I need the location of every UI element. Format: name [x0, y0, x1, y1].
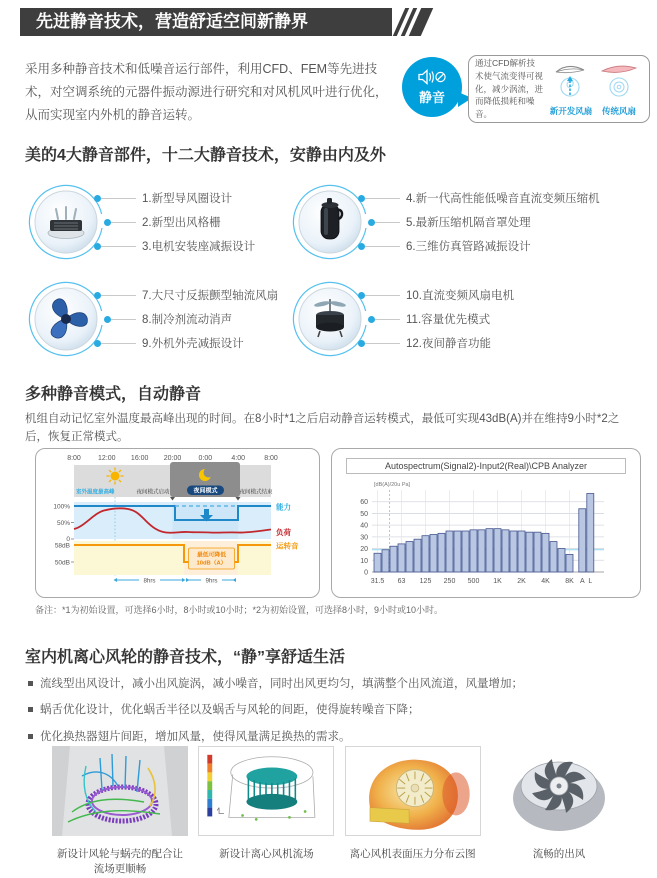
- component-item-label: 9.外机外壳减振设计: [142, 338, 244, 350]
- duration-9hrs: 9hrs: [205, 577, 218, 585]
- svg-text:500: 500: [467, 578, 480, 585]
- svg-text:250: 250: [443, 578, 456, 585]
- autospectrum-title: Autospectrum(Signal2)-Input2(Real)\CPB Analyzer: [346, 458, 626, 474]
- component-item-label: 8.制冷剂流动消声: [142, 314, 233, 326]
- connector-dot-icon: [358, 195, 365, 202]
- figure-fan-flow: [198, 746, 334, 876]
- svg-text:L: L: [588, 578, 593, 585]
- spectrum-bar: [534, 532, 541, 572]
- svg-text:A: A: [579, 578, 585, 585]
- connector-line: [111, 222, 136, 223]
- connector-dot-icon: [358, 243, 365, 250]
- svg-text:16:00: 16:00: [130, 455, 149, 462]
- autospectrum-svg: [332, 476, 640, 592]
- load-series-label: 负荷: [276, 528, 291, 537]
- bullet-marker: [28, 707, 33, 712]
- svg-text:50: 50: [360, 510, 368, 518]
- streamlines-simulation-image: [52, 746, 188, 836]
- intro-paragraph: 采用多种静音技术和低噪音运行部件，利用CFD、FEM等先进技术，对空调系统的元器件振动源进行研究和对风机风叶进行优化，从而实现室内外机的静音运转。: [25, 62, 388, 123]
- night-start-label: 夜间模式启动: [136, 489, 170, 496]
- old-fan-figure: [595, 62, 643, 117]
- svg-text:10: 10: [360, 557, 368, 565]
- svg-text:4K: 4K: [541, 578, 550, 585]
- spectrum-bar: [587, 494, 594, 572]
- night-end-label: 夜间模式结束: [239, 489, 273, 496]
- svg-text:2K: 2K: [517, 578, 526, 585]
- connector-line: [101, 246, 136, 247]
- connector-line: [365, 246, 400, 247]
- spectrum-bar: [390, 546, 397, 572]
- bullet-text: 优化换热器翅片间距，增加风量，使得风量满足换热的需求。: [40, 730, 351, 743]
- old-fan-label: 传统风扇: [601, 105, 636, 116]
- modes-paragraph: 机组自动记忆室外温度最高峰出现的时间。在8小时*1之后启动静音运转模式，最低可实现43dB(A)并在维持9小时*2之后，恢复正常模式。: [25, 413, 620, 444]
- indoor-section-title: 室内机离心风轮的静音技术，“静”享舒适生活: [25, 649, 346, 666]
- modes-section-title: 多种静音模式，自动静音: [25, 386, 202, 403]
- timeline-chart-svg: [36, 449, 319, 597]
- figure-row: [52, 746, 627, 876]
- figure-caption: 新设计风轮与蜗壳的配合让流场更顺畅: [57, 848, 183, 875]
- list-item: [28, 702, 638, 719]
- connector-line: [365, 295, 400, 296]
- component-item-label: 1.新型导风圈设计: [142, 193, 233, 205]
- connector-line: [101, 343, 136, 344]
- bullet-marker: [28, 681, 33, 686]
- connector-dot-icon: [94, 340, 101, 347]
- new-fan-swirl-icon: [548, 62, 594, 100]
- figure-fan-render: [491, 746, 627, 876]
- bullet-marker: [28, 734, 33, 739]
- list-item: [94, 186, 255, 210]
- figure-caption: 新设计离心风机流场: [219, 848, 314, 860]
- page-title: 先进静音技术，营造舒适空间新静界: [20, 8, 392, 36]
- list-item: [94, 331, 278, 355]
- spectrum-bar: [566, 554, 573, 572]
- connector-dot-icon: [94, 195, 101, 202]
- connector-dot-icon: [94, 243, 101, 250]
- svg-text:58dB: 58dB: [54, 542, 70, 550]
- night-mode-pill-label: 夜间模式: [193, 488, 218, 495]
- component-group-2: [292, 184, 612, 266]
- svg-text:50%: 50%: [56, 520, 70, 527]
- connector-dot-icon: [358, 292, 365, 299]
- list-item: [28, 676, 638, 693]
- connector-line: [375, 319, 400, 320]
- svg-text:31.5: 31.5: [370, 578, 385, 585]
- spectrum-bar: [486, 529, 493, 572]
- spectrum-bar: [494, 529, 501, 572]
- quiet-badge: [402, 57, 462, 117]
- svg-text:60: 60: [360, 499, 368, 507]
- spectrum-bar: [374, 553, 381, 572]
- component-item-label: 12.夜间静音功能: [406, 338, 491, 350]
- list-item: [94, 234, 255, 258]
- svg-text:0: 0: [66, 536, 70, 543]
- new-fan-figure: [547, 62, 595, 117]
- autospectrum-chart: [331, 448, 641, 598]
- connector-dot-icon: [94, 292, 101, 299]
- connector-line: [101, 198, 136, 199]
- spectrum-bar: [406, 542, 413, 572]
- list-item: [358, 331, 514, 355]
- spectrum-bar: [550, 542, 557, 572]
- connector-dot-icon: [104, 316, 111, 323]
- capacity-series-label: 能力: [276, 502, 291, 512]
- connector-line: [375, 222, 400, 223]
- list-item: [28, 729, 638, 746]
- cfd-callout: [468, 55, 650, 123]
- svg-text:0: 0: [364, 569, 368, 577]
- svg-text:12:00: 12:00: [98, 455, 116, 462]
- spectrum-bar: [454, 531, 461, 572]
- cfd-callout-text: 通过CFD解析技术使气流变得可视化，减少涡流，进而降低损耗和噪音。: [475, 58, 544, 120]
- figure-caption: 离心风机表面压力分布云图: [349, 848, 476, 860]
- peak-label: 室外温度最高峰: [76, 489, 115, 496]
- footnote: 备注：*1为初始设置，可选择6小时，8小时或10小时；*2为初始设置，可选择8小时，9小时或10小时。: [35, 605, 444, 615]
- spectrum-bar: [579, 509, 586, 572]
- list-item: [368, 210, 600, 234]
- sun-icon: [107, 468, 124, 485]
- component-group-4: [292, 281, 612, 363]
- spectrum-bar: [382, 550, 389, 572]
- spectrum-bar: [470, 530, 477, 572]
- component-item-label: 6.三维仿真管路减振设计: [406, 241, 531, 253]
- svg-text:8K: 8K: [565, 578, 574, 585]
- svg-text:63: 63: [397, 578, 406, 585]
- svg-text:8:00: 8:00: [67, 455, 81, 462]
- spectrum-bar: [462, 531, 469, 572]
- spectrum-bar: [518, 531, 525, 572]
- reduction-value: 10dB（A）: [196, 560, 227, 567]
- component-item-label: 4.新一代高性能低噪音直流变频压缩机: [406, 193, 600, 205]
- old-fan-swirl-icon: [596, 62, 642, 100]
- list-item: [358, 283, 514, 307]
- spectrum-bar: [414, 539, 421, 572]
- svg-text:20:00: 20:00: [163, 455, 182, 462]
- list-item: [358, 186, 600, 210]
- duration-8hrs: 8hrs: [143, 577, 156, 585]
- new-fan-label: 新开发风扇: [549, 105, 593, 116]
- figure-caption: 流畅的出风: [532, 848, 586, 860]
- list-item: [368, 307, 514, 331]
- night-mode-timeline-chart: [35, 448, 320, 598]
- connector-line: [365, 343, 400, 344]
- connector-dot-icon: [104, 219, 111, 226]
- component-item-label: 2.新型出风格栅: [142, 217, 221, 229]
- component-item-label: 5.最新压缩机隔音罩处理: [406, 217, 531, 229]
- connector-dot-icon: [368, 219, 375, 226]
- svg-text:[dB(A)/20u Pa]: [dB(A)/20u Pa]: [374, 482, 411, 488]
- connector-line: [101, 295, 136, 296]
- spectrum-bar: [438, 533, 445, 572]
- figure-flow-field: [52, 746, 188, 876]
- noise-series-label: 运转音: [276, 541, 299, 551]
- list-item: [104, 307, 278, 331]
- cfd-vectors-image: [198, 746, 334, 836]
- figure-pressure-map: [345, 746, 481, 876]
- connector-line: [111, 319, 136, 320]
- spectrum-bar: [446, 531, 453, 572]
- spectrum-bar: [502, 530, 509, 572]
- svg-text:30: 30: [360, 534, 368, 542]
- connector-line: [365, 198, 400, 199]
- pressure-contour-image: [345, 746, 481, 836]
- color-scale-icon: [208, 755, 213, 817]
- component-item-label: 10.直流变频风扇电机: [406, 290, 514, 302]
- list-item: [104, 210, 255, 234]
- component-item-label: 7.大尺寸反振颤型轴流风扇: [142, 290, 279, 302]
- spectrum-bar: [478, 530, 485, 572]
- spectrum-bar: [510, 531, 517, 572]
- bullet-text: 蜗舌优化设计，优化蜗舌半径以及蜗舌与风轮的间距，使得旋转噪音下降；: [40, 704, 420, 717]
- spectrum-bar: [542, 533, 549, 572]
- quiet-badge-label: 静音: [418, 90, 445, 105]
- spectrum-bar: [526, 532, 533, 572]
- connector-dot-icon: [358, 340, 365, 347]
- component-item-label: 3.电机安装座减振设计: [142, 241, 256, 253]
- svg-text:1K: 1K: [493, 578, 502, 585]
- svg-text:100%: 100%: [53, 503, 70, 511]
- spectrum-bar: [398, 544, 405, 572]
- svg-text:20: 20: [360, 546, 368, 554]
- bullet-text: 流线型出风设计，减小出风旋涡，减小噪音，同时出风更均匀，填满整个出风流道，风量增加；: [40, 678, 523, 690]
- svg-text:4:00: 4:00: [231, 455, 246, 462]
- svg-text:40: 40: [360, 522, 368, 530]
- spectrum-bar: [422, 536, 429, 572]
- connector-dot-icon: [368, 316, 375, 323]
- centrifugal-fan-image: [491, 746, 627, 836]
- svg-text:50dB: 50dB: [54, 559, 70, 567]
- component-item-label: 11.容量优先模式: [406, 314, 491, 326]
- svg-text:0:00: 0:00: [198, 455, 213, 462]
- list-item: [94, 283, 278, 307]
- svg-text:8:00: 8:00: [264, 455, 278, 462]
- components-section-title: 美的4大静音部件，十二大静音技术，安静由内及外: [25, 147, 386, 164]
- indoor-bullets: [28, 676, 638, 755]
- reduction-label: 最低可降低: [197, 552, 226, 559]
- mute-speaker-icon: [417, 68, 447, 86]
- list-item: [358, 234, 600, 258]
- spectrum-bar: [558, 549, 565, 572]
- spectrum-bar: [430, 535, 437, 572]
- svg-text:125: 125: [419, 578, 432, 585]
